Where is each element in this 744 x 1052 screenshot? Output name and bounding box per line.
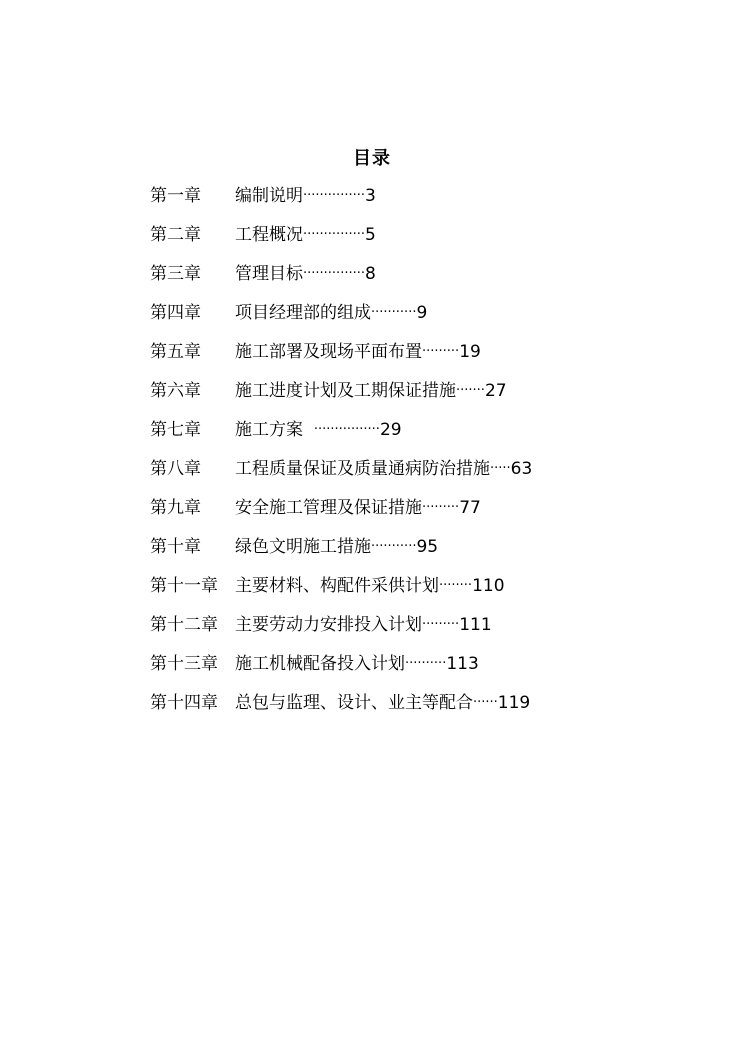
toc-entry (150, 215, 670, 254)
toc-entry (150, 683, 670, 722)
toc-chapter-label: 第四章 (150, 302, 201, 323)
toc-leader-dots: ··········· (371, 538, 417, 554)
toc-entry (150, 449, 670, 488)
toc-leader-dots: ········· (422, 343, 460, 359)
toc-chapter-label: 第三章 (150, 263, 201, 284)
toc-entry (150, 527, 670, 566)
toc-leader-dots: ······· (456, 382, 485, 398)
toc-leader-dots: ········· (422, 499, 460, 515)
toc-chapter-label: 第九章 (150, 497, 201, 518)
toc-page-number: 8 (365, 263, 376, 284)
toc-chapter-label: 第十二章 (150, 614, 218, 635)
toc-page-number: 119 (497, 692, 531, 713)
toc-entry (150, 371, 670, 410)
toc-page-number: 3 (365, 185, 376, 206)
toc-chapter-label: 第十三章 (150, 653, 218, 674)
toc-page-number: 95 (416, 536, 439, 557)
toc-leader-dots: ··········· (371, 304, 417, 320)
toc-page-number: 27 (484, 380, 507, 401)
toc-leader-dots: ··············· (303, 265, 365, 281)
toc-page-number: 110 (472, 575, 505, 596)
toc-page-number: 19 (459, 341, 481, 362)
toc-heading: 施工部署及现场平面布置 (235, 341, 422, 362)
toc-chapter-label: 第六章 (150, 380, 201, 401)
toc-leader-dots: ··············· (303, 226, 365, 242)
toc-page-number: 111 (459, 614, 492, 635)
toc-leader-dots: ··············· (303, 187, 365, 203)
toc-entry (150, 605, 670, 644)
toc-leader-dots: ······ (473, 694, 498, 710)
toc-entry (150, 176, 670, 215)
toc-chapter-label: 第八章 (150, 458, 201, 479)
toc-heading: 安全施工管理及保证措施 (235, 497, 422, 518)
toc-chapter-label: 第一章 (150, 185, 201, 206)
toc-heading: 绿色文明施工措施 (235, 536, 371, 557)
toc-leader-dots: ········ (439, 577, 473, 593)
toc-heading: 工程质量保证及质量通病防治措施 (235, 458, 490, 479)
toc-entry (150, 488, 670, 527)
toc-entry (150, 410, 670, 449)
toc-chapter-label: 第二章 (150, 224, 201, 245)
toc-page-number: 63 (510, 458, 533, 479)
toc-chapter-label: 第七章 (150, 419, 201, 440)
toc-page-number: 29 (379, 419, 402, 440)
toc-chapter-label: 第五章 (150, 341, 201, 362)
toc-page-number: 113 (446, 653, 479, 674)
toc-leader-dots: ····· (490, 460, 511, 476)
toc-list (150, 176, 670, 722)
toc-heading: 工程概况 (235, 224, 303, 245)
toc-heading: 施工机械配备投入计划 (235, 653, 405, 674)
toc-heading: 总包与监理、设计、业主等配合 (235, 692, 473, 713)
toc-title: 目录 (353, 148, 391, 169)
toc-entry (150, 566, 670, 605)
toc-heading: 主要材料、构配件采供计划 (235, 575, 439, 596)
toc-heading: 施工方案 (235, 419, 314, 440)
toc-chapter-label: 第十章 (150, 536, 201, 557)
toc-leader-dots: ········· (422, 616, 460, 632)
toc-entry (150, 293, 670, 332)
toc-heading: 项目经理部的组成 (235, 302, 371, 323)
toc-page-number: 77 (459, 497, 481, 518)
toc-heading: 主要劳动力安排投入计划 (235, 614, 422, 635)
toc-heading: 管理目标 (235, 263, 303, 284)
toc-entry (150, 644, 670, 683)
toc-leader-dots: ·········· (405, 655, 447, 671)
toc-page-number: 9 (416, 302, 428, 323)
toc-page-number: 5 (365, 224, 376, 245)
toc-entry (150, 254, 670, 293)
toc-leader-dots: ················ (313, 421, 380, 437)
toc-chapter-label: 第十四章 (150, 692, 218, 713)
toc-heading: 编制说明 (235, 185, 303, 206)
toc-heading: 施工进度计划及工期保证措施 (235, 380, 456, 401)
toc-entry (150, 332, 670, 371)
toc-chapter-label: 第十一章 (150, 575, 218, 596)
